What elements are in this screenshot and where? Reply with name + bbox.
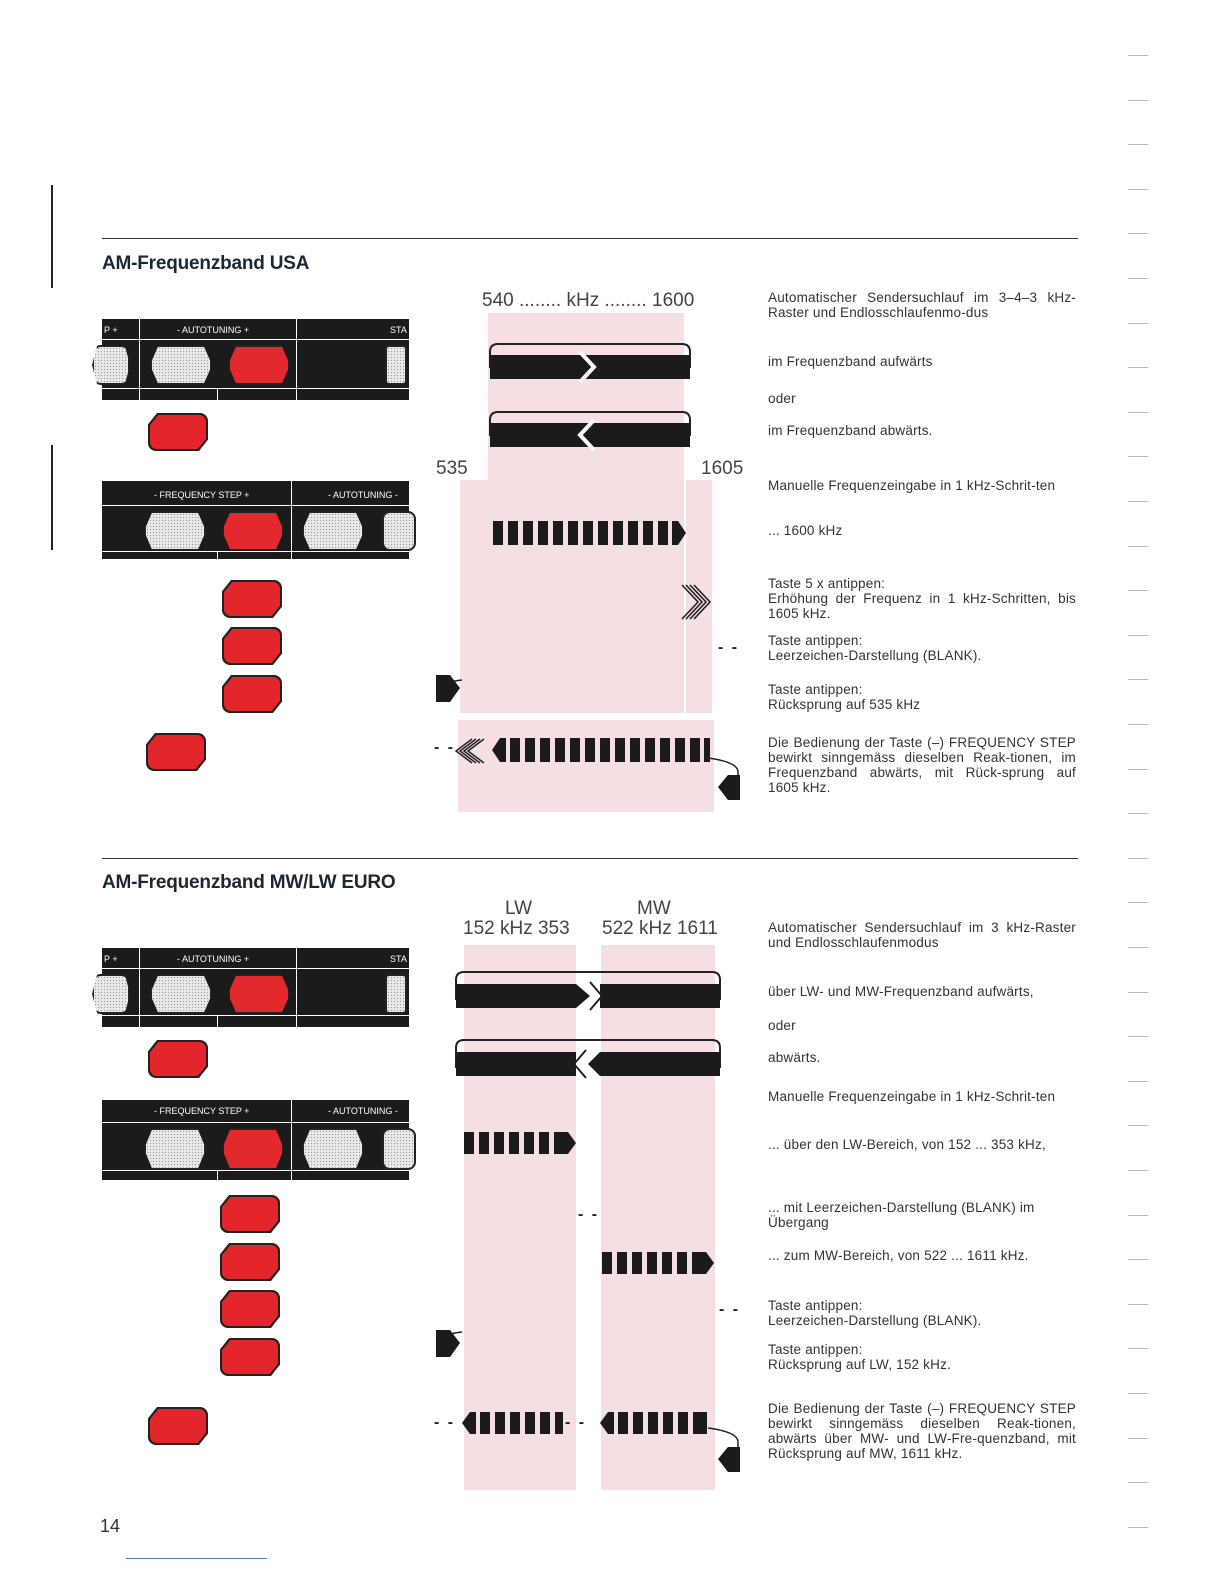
section-heading-euro: AM-Frequenzband MW/LW EURO bbox=[102, 872, 396, 893]
usa-band-diagram bbox=[420, 330, 760, 810]
margin-bar bbox=[51, 185, 53, 288]
margin-tick bbox=[1128, 1215, 1148, 1216]
blank-dashes: - - bbox=[434, 739, 456, 756]
margin-tick bbox=[1128, 189, 1148, 190]
blank-dashes: - - bbox=[434, 1414, 456, 1431]
page-number: 14 bbox=[100, 1516, 121, 1536]
section-heading-usa: AM-Frequenzband USA bbox=[102, 253, 310, 274]
autotuning-minus-button[interactable] bbox=[302, 1128, 364, 1170]
margin-tick bbox=[1128, 947, 1148, 948]
panel-label: - AUTOTUNING + bbox=[177, 954, 250, 964]
autotuning-minus-button[interactable] bbox=[150, 345, 212, 385]
desc-text: über LW- und MW-Frequenzband aufwärts, bbox=[768, 984, 1034, 999]
margin-tick bbox=[1128, 635, 1148, 636]
press-key-icon bbox=[220, 1243, 280, 1281]
press-key-icon bbox=[220, 1195, 280, 1233]
margin-tick bbox=[1128, 1482, 1148, 1483]
loop-up-icon bbox=[490, 344, 690, 382]
press-key-icon bbox=[148, 1407, 208, 1445]
press-key-icon bbox=[148, 1040, 208, 1078]
usa-low-limit: 535 bbox=[436, 458, 468, 479]
control-panel-autotuning bbox=[102, 319, 409, 400]
loop-down-icon bbox=[456, 1040, 720, 1078]
blank-dashes: - - bbox=[565, 1414, 587, 1431]
margin-tick bbox=[1128, 412, 1148, 413]
panel-label: - AUTOTUNING - bbox=[328, 490, 398, 500]
margin-tick bbox=[1128, 144, 1148, 145]
desc-text: Taste antippen: Rücksprung auf LW, 152 kHz. bbox=[768, 1342, 951, 1372]
desc-text: im Frequenzband abwärts. bbox=[768, 423, 933, 438]
step-bar-lw-icon bbox=[464, 1132, 576, 1154]
margin-tick bbox=[1128, 679, 1148, 680]
desc-text: Taste antippen: Leerzeichen-Darstellung (BLANK). bbox=[768, 1298, 982, 1328]
loop-down-icon bbox=[490, 412, 690, 450]
autotuning-plus-button[interactable] bbox=[228, 345, 290, 385]
desc-text: oder bbox=[768, 1018, 796, 1033]
step-bar-down-icon bbox=[456, 738, 740, 800]
panel-label: - FREQUENCY STEP + bbox=[154, 1106, 250, 1116]
press-key-icon bbox=[146, 733, 206, 771]
margin-tick bbox=[1128, 55, 1148, 56]
autotuning-minus-button[interactable] bbox=[92, 345, 130, 385]
autotuning-minus-button[interactable] bbox=[150, 974, 212, 1014]
section-rule bbox=[102, 858, 1078, 859]
margin-tick bbox=[1128, 769, 1148, 770]
blank-dashes: - - bbox=[578, 1206, 600, 1223]
margin-tick bbox=[1128, 278, 1148, 279]
panel-label: STA bbox=[390, 325, 407, 335]
margin-tick bbox=[1128, 1304, 1148, 1305]
desc-text: abwärts. bbox=[768, 1050, 821, 1065]
panel-label: P + bbox=[104, 954, 118, 964]
margin-tick bbox=[1128, 501, 1148, 502]
station-button[interactable] bbox=[385, 345, 407, 385]
desc-text: Die Bedienung der Taste (–) FREQUENCY STEP bewirkt sinngemäss dieselben Reak-tionen, im Frequenzband abwärts, mit Rück-sprung auf 1605 kHz. bbox=[768, 735, 1076, 795]
panel-label: - AUTOTUNING + bbox=[177, 325, 250, 335]
margin-tick bbox=[1128, 1125, 1148, 1126]
lw-range: 152 kHz 353 bbox=[463, 918, 570, 939]
frequency-step-plus-button[interactable] bbox=[222, 1128, 284, 1170]
panel-label: STA bbox=[390, 954, 407, 964]
desc-text: Taste antippen: Leerzeichen-Darstellung (BLANK). bbox=[768, 633, 982, 663]
autotuning-minus-button[interactable] bbox=[92, 974, 130, 1014]
mw-title: MW bbox=[637, 898, 671, 919]
footer-line bbox=[126, 1558, 267, 1559]
desc-text: ... 1600 kHz bbox=[768, 523, 843, 538]
chevrons-up-icon bbox=[682, 585, 710, 619]
margin-tick bbox=[1128, 1348, 1148, 1349]
usa-freq-range: 540 ........ kHz ........ 1600 bbox=[482, 290, 695, 311]
frequency-step-minus-button[interactable] bbox=[144, 1128, 206, 1170]
autotuning-minus-button[interactable] bbox=[302, 511, 364, 551]
press-key-icon bbox=[222, 580, 282, 618]
control-panel-frequency-step bbox=[102, 481, 409, 559]
frequency-step-minus-button[interactable] bbox=[144, 511, 206, 551]
press-key-icon bbox=[148, 413, 208, 451]
usa-high-limit: 1605 bbox=[701, 458, 744, 479]
desc-text: ... mit Leerzeichen-Darstellung (BLANK) im Übergang bbox=[768, 1200, 1035, 1230]
margin-tick bbox=[1128, 724, 1148, 725]
press-key-icon bbox=[222, 675, 282, 713]
margin-tick bbox=[1128, 1036, 1148, 1037]
desc-text: im Frequenzband aufwärts bbox=[768, 354, 933, 369]
return-arrow-icon bbox=[436, 675, 462, 702]
station-button[interactable] bbox=[385, 974, 407, 1014]
lw-title: LW bbox=[505, 898, 533, 919]
section-rule bbox=[102, 238, 1078, 239]
press-key-icon bbox=[220, 1290, 280, 1328]
desc-text: oder bbox=[768, 391, 796, 406]
panel-label: P + bbox=[104, 325, 118, 335]
margin-tick bbox=[1128, 1438, 1148, 1439]
return-arrow-icon bbox=[436, 1330, 462, 1357]
desc-text: Automatischer Sendersuchlauf im 3 kHz-Raster und Endlosschlaufenmodus bbox=[768, 920, 1076, 950]
blank-dashes: - - bbox=[718, 639, 740, 656]
desc-text: Automatischer Sendersuchlauf im 3–4–3 kHz-Raster und Endlosschlaufenmo-dus bbox=[768, 290, 1076, 320]
panel-label: - AUTOTUNING - bbox=[328, 1106, 398, 1116]
margin-tick bbox=[1128, 813, 1148, 814]
margin-tick bbox=[1128, 902, 1148, 903]
margin-tick bbox=[1128, 1259, 1148, 1260]
margin-tick bbox=[1128, 1527, 1148, 1528]
blank-dashes: - - bbox=[719, 1301, 741, 1318]
margin-tick bbox=[1128, 992, 1148, 993]
desc-text: Taste 5 x antippen: Erhöhung der Frequenz in 1 kHz-Schritten, bis 1605 kHz. bbox=[768, 576, 1076, 621]
press-key-icon bbox=[222, 627, 282, 665]
control-panel-autotuning bbox=[102, 948, 409, 1027]
desc-text: ... zum MW-Bereich, von 522 ... 1611 kHz. bbox=[768, 1248, 1029, 1263]
frequency-step-plus-button[interactable] bbox=[222, 511, 284, 551]
margin-tick bbox=[1128, 546, 1148, 547]
margin-tick bbox=[1128, 1081, 1148, 1082]
desc-text: Taste antippen: Rücksprung auf 535 kHz bbox=[768, 682, 921, 712]
mw-range: 522 kHz 1611 bbox=[602, 918, 718, 939]
panel-label: - FREQUENCY STEP + bbox=[154, 490, 250, 500]
margin-tick bbox=[1128, 367, 1148, 368]
margin-bar bbox=[51, 445, 53, 550]
margin-tick bbox=[1128, 1393, 1148, 1394]
autotuning-plus-button[interactable] bbox=[382, 511, 416, 551]
loop-up-icon bbox=[456, 972, 720, 1010]
margin-tick bbox=[1128, 323, 1148, 324]
desc-text: Manuelle Frequenzeingabe in 1 kHz-Schrit-ten bbox=[768, 1089, 1056, 1104]
margin-tick bbox=[1128, 858, 1148, 859]
margin-tick bbox=[1128, 456, 1148, 457]
autotuning-plus-button[interactable] bbox=[382, 1128, 416, 1170]
desc-text: Die Bedienung der Taste (–) FREQUENCY STEP bewirkt sinngemäss dieselben Reak-tionen, abwärts über MW- und LW-Fre-quenzband, mit Rücksprung auf MW, 1611 kHz. bbox=[768, 1401, 1076, 1461]
margin-tick bbox=[1128, 233, 1148, 234]
desc-text: ... über den LW-Bereich, von 152 ... 353 kHz, bbox=[768, 1137, 1046, 1152]
press-key-icon bbox=[220, 1338, 280, 1376]
autotuning-plus-button[interactable] bbox=[228, 974, 290, 1014]
margin-tick bbox=[1128, 100, 1148, 101]
margin-tick bbox=[1128, 590, 1148, 591]
margin-tick bbox=[1128, 1170, 1148, 1171]
step-bar-mw-icon bbox=[602, 1252, 714, 1274]
control-panel-frequency-step bbox=[102, 1100, 409, 1180]
desc-text: Manuelle Frequenzeingabe in 1 kHz-Schrit-ten bbox=[768, 478, 1056, 493]
step-bar-up-icon bbox=[493, 521, 686, 545]
